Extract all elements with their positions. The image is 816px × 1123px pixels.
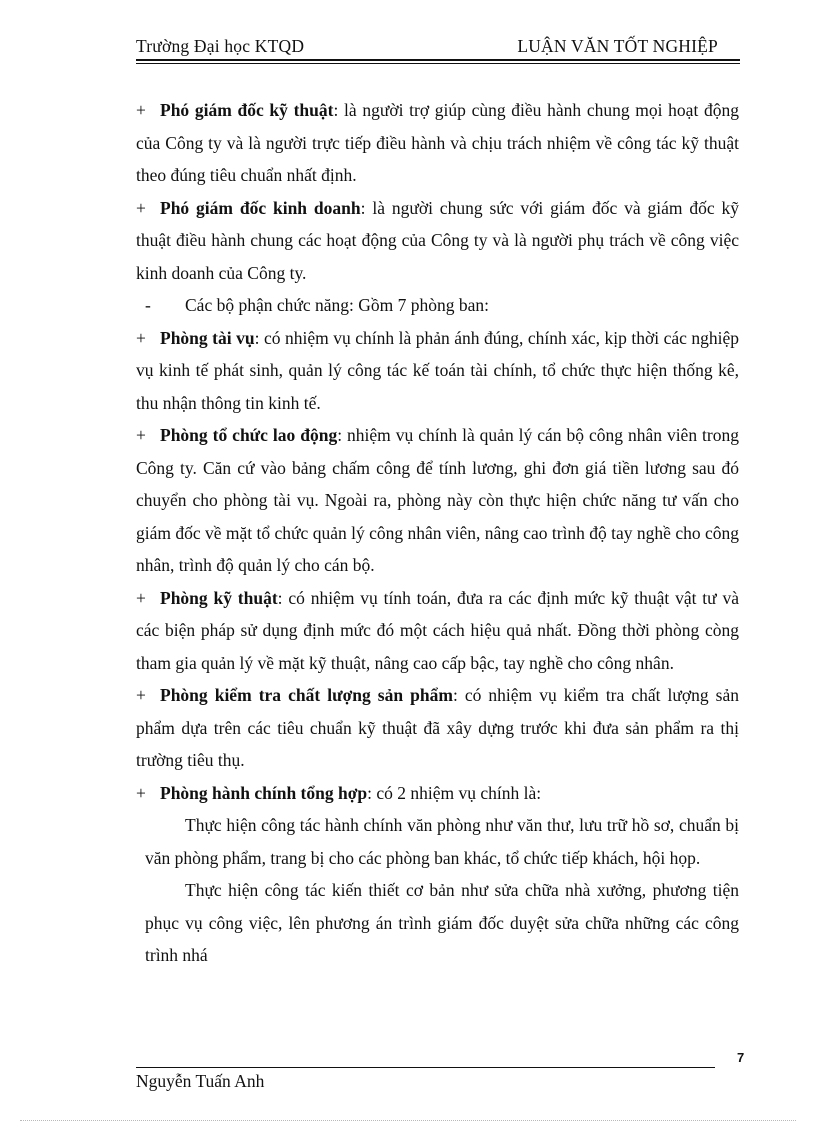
- term: Phó giám đốc kinh doanh: [160, 197, 361, 218]
- header-rule-thick: [136, 59, 740, 61]
- paragraph-text: : là người chung sức với giám đốc và giám đốc kỹ thuật điều hành chung các hoạt động của Công ty và là người phụ trách về công việc kinh doanh của Công ty.: [136, 197, 740, 283]
- header-title: LUẬN VĂN TỐT NGHIỆP: [517, 36, 718, 56]
- page-number: 7: [737, 1050, 745, 1065]
- plus-bullet: +: [136, 587, 146, 608]
- dash-bullet: -: [145, 295, 151, 315]
- plus-bullet: +: [136, 327, 146, 348]
- paragraph-functional-departments: [136, 289, 739, 322]
- paragraph-admin-duty-1: Thực hiện công tác hành chính văn phòng như văn thư, lưu trữ hồ sơ, chuẩn bị văn phòng phẩm, trang bị cho các phòng ban khác, tổ chức tiếp khách, hội họp.: [145, 815, 739, 868]
- paragraph-technical-dept: [136, 582, 739, 680]
- plus-bullet: +: [136, 100, 146, 120]
- term: Phó giám đốc kỹ thuật: [160, 100, 334, 120]
- paragraph-text: : có nhiệm vụ kiểm tra chất lượng sản phẩm dựa trên các tiêu chuẩn kỹ thuật đã xây dựng trước khi đưa sản phẩm ra thị trường tiêu thụ.: [136, 685, 739, 770]
- paragraph-text: Các bộ phận chức năng: Gồm 7 phòng ban:: [185, 295, 490, 315]
- paragraph-text: : có 2 nhiệm vụ chính là:: [367, 782, 542, 803]
- footer-author: Nguyễn Tuấn Anh: [136, 1071, 265, 1091]
- paragraph-deputy-technical: [136, 94, 739, 192]
- term: Phòng kiểm tra chất lượng sản phẩm: [160, 685, 453, 705]
- paragraph-quality-dept: [136, 679, 739, 777]
- header-school: Trường Đại học KTQD: [136, 36, 305, 56]
- page-edge-divider: [20, 1120, 796, 1121]
- plus-bullet: +: [136, 685, 146, 705]
- paragraph-text: : có nhiệm vụ chính là phản ánh đúng, chính xác, kịp thời các nghiệp vụ kinh tế phát sinh, quản lý công tác kế toán tài chính, tổ chức thực hiện thống kê, thu nhận thông tin kinh tế.: [136, 327, 739, 413]
- document-body: [136, 94, 739, 972]
- term: Phòng tổ chức lao động: [160, 425, 338, 445]
- paragraph-finance-dept: [136, 322, 739, 420]
- plus-bullet: +: [136, 425, 146, 445]
- paragraph-text: : là người trợ giúp cùng điều hành chung mọi hoạt động của Công ty và là người trực tiếp điều hành và chịu trách nhiệm về công tác kỹ thuật theo đúng tiêu chuẩn nhất định.: [136, 100, 740, 185]
- paragraph-admin-dept: [136, 777, 739, 810]
- term: Phòng hành chính tổng hợp: [160, 782, 368, 803]
- footer-rule: [136, 1067, 715, 1068]
- paragraph-deputy-business: [136, 192, 739, 290]
- paragraph-admin-duty-2: Thực hiện công tác kiến thiết cơ bản như sửa chữa nhà xưởng, phương tiện phục vụ công việc, lên phương án trình giám đốc duyệt sửa chữa những các công trình nhá: [145, 880, 739, 965]
- plus-bullet: +: [136, 197, 146, 218]
- paragraph-labor-dept: [136, 419, 739, 582]
- paragraph-text: : nhiệm vụ chính là quản lý cán bộ công nhân viên trong Công ty. Căn cứ vào bảng chấm công để tính lương, ghi đơn giá tiền lương sau đó chuyển cho phòng tài vụ. Ngoài ra, phòng này còn thực hiện chức năng tư vấn cho giám đốc về mặt tổ chức quản lý công nhân viên, nâng cao trình độ tay nghề cho công nhân, trình độ quản lý cho cán bộ.: [136, 425, 739, 575]
- term: Phòng tài vụ: [160, 327, 255, 348]
- page-header: [136, 34, 740, 58]
- paragraph-text: : có nhiệm vụ tính toán, đưa ra các định mức kỹ thuật vật tư và các biện pháp sử dụng định mức đó một cách hiệu quả nhất. Đồng thời phòng còng tham gia quản lý về mặt kỹ thuật, nâng cao cấp bậc, tay nghề cho công nhân.: [136, 587, 739, 673]
- plus-bullet: +: [136, 782, 146, 803]
- term: Phòng kỹ thuật: [160, 587, 278, 608]
- header-rule-thin: [136, 63, 740, 64]
